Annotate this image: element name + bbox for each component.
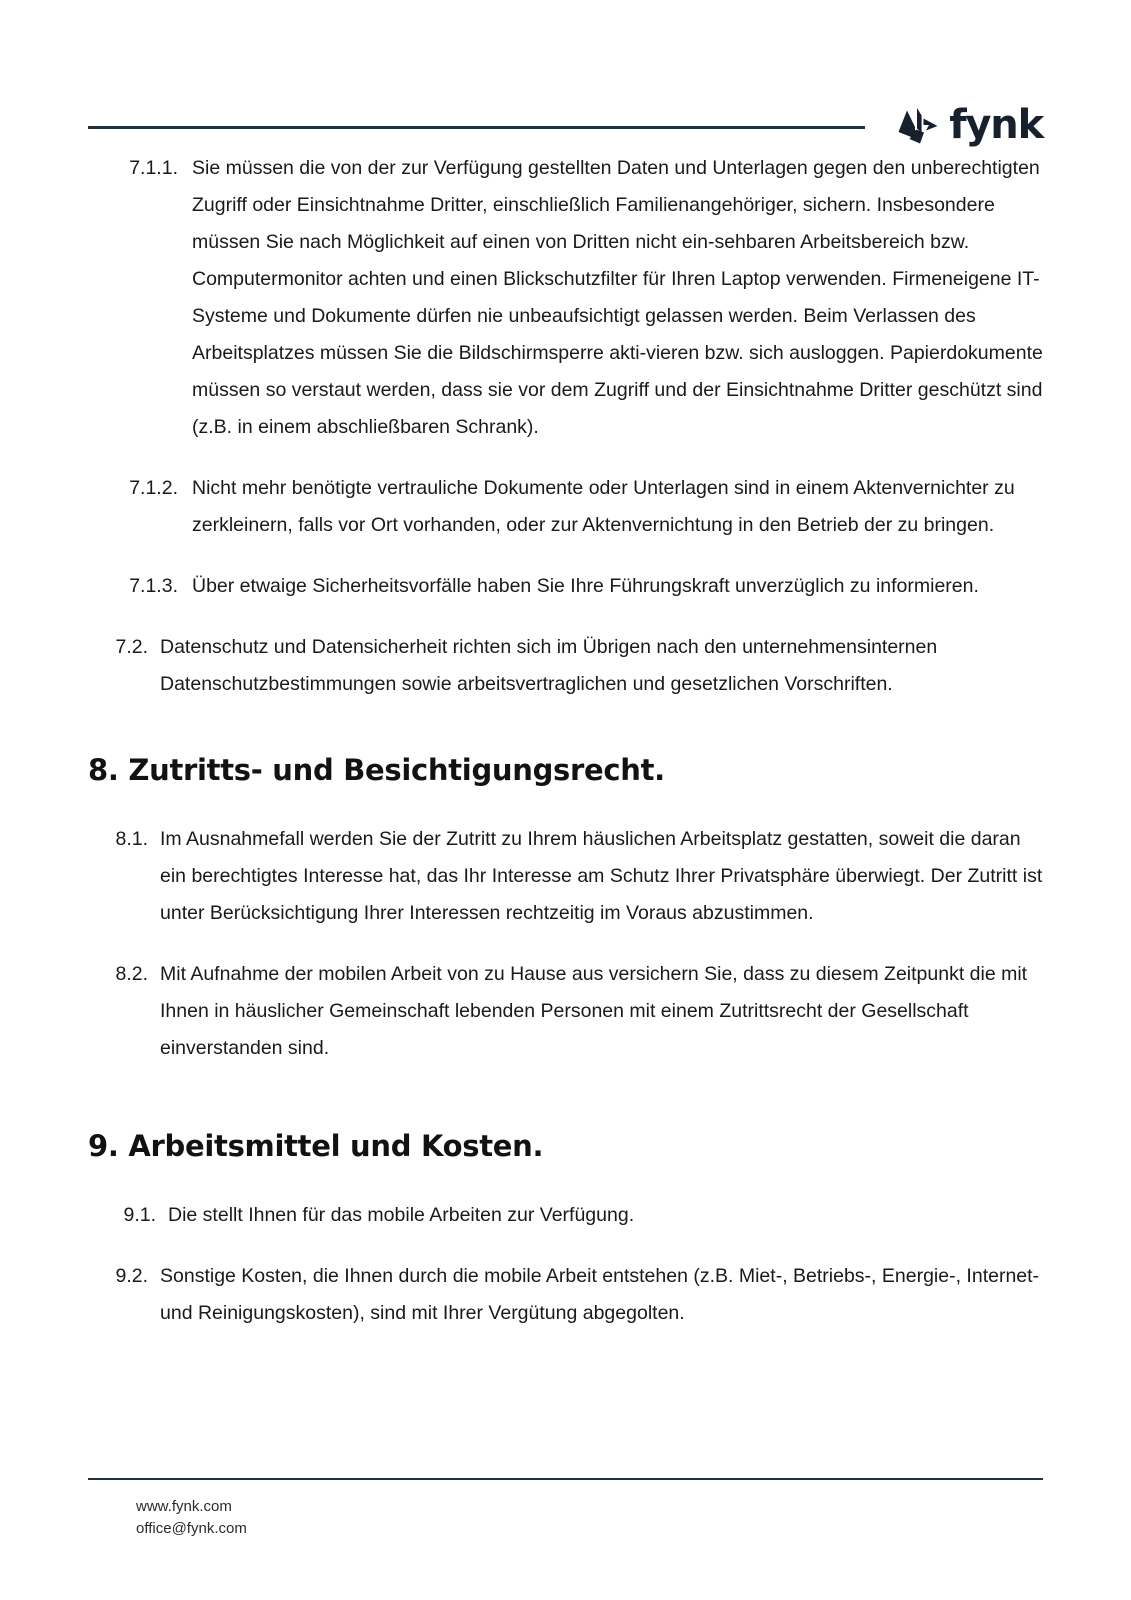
section-9-heading-block xyxy=(88,1129,1043,1163)
clause-text: Nicht mehr benötigte vertrauliche Dokumente oder Unterlagen sind in einem Aktenvernichter zu zerkleinern, falls vor Ort vorhanden, oder zur Aktenvernichtung in den Betrieb der zu bringen. xyxy=(192,477,1015,536)
clause-number: 8.2. xyxy=(115,963,148,985)
clause-text: Sonstige Kosten, die Ihnen durch die mobile Arbeit entstehen (z.B. Miet-, Betriebs-, Energie-, Internet- und Reinigungskosten), sind mit Ihrer Vergütung abgegolten. xyxy=(160,1265,1040,1324)
footer-divider xyxy=(88,1478,1043,1480)
section-heading-8: 8. Zutritts- und Besichtigungsrecht. xyxy=(88,753,665,787)
header-divider xyxy=(88,126,865,129)
clause-number: 7.1.1. xyxy=(129,157,178,179)
origami-bird-icon xyxy=(893,105,939,147)
clause-number: 7.1.3. xyxy=(129,575,178,597)
clause-text: Im Ausnahmefall werden Sie der Zutritt zu Ihrem häuslichen Arbeitsplatz gestatten, soweit die daran ein berechtigtes Interesse hat, das Ihr Interesse am Schutz Ihrer Privatsphäre überwiegt. Der Zutritt ist unter Berücksichtigung Ihrer Interessen rechtzeitig im Voraus abzustimmen. xyxy=(160,828,1043,924)
section-8-heading-block xyxy=(88,753,1043,787)
footer-email[interactable]: office@fynk.com xyxy=(136,1520,247,1537)
clause-number: 8.1. xyxy=(115,828,148,850)
clause-number: 7.2. xyxy=(115,636,148,658)
clause-7-1-2 xyxy=(88,470,1043,544)
page-header xyxy=(88,96,1043,156)
clause-7-1-3 xyxy=(88,568,1043,605)
document-body xyxy=(88,150,1043,1332)
clause-text: Mit Aufnahme der mobilen Arbeit von zu Hause aus versichern Sie, dass zu diesem Zeitpunkt die mit Ihnen in häuslicher Gemeinschaft lebenden Personen mit einem Zutrittsrecht der Gesellschaft einverstanden sind. xyxy=(160,963,1028,1059)
section-heading-9: 9. Arbeitsmittel und Kosten. xyxy=(88,1129,544,1163)
brand-wordmark: fynk xyxy=(949,102,1043,148)
clause-text: Sie müssen die von der zur Verfügung gestellten Daten und Unterlagen gegen den unberechtigten Zugriff oder Einsichtnahme Dritter, einschließlich Familienangehöriger, sichern. Insbesondere müssen Sie nach Möglichkeit auf einen von Dritten nicht ein-sehbaren Arbeitsbereich bzw. Computermonitor achten und einen Blickschutzfilter für Ihren Laptop verwenden. Firmeneigene IT-Systeme und Dokumente dürfen nie unbeaufsichtigt gelassen werden. Beim Verlassen des Arbeitsplatzes müssen Sie die Bildschirmsperre akti-vieren bzw. sich ausloggen. Papierdokumente müssen so verstaut werden, dass sie vor dem Zugriff und der Einsichtnahme Dritter geschützt sind (z.B. in einem abschließbaren Schrank). xyxy=(192,157,1043,438)
clause-8-2 xyxy=(88,956,1043,1067)
clause-number: 7.1.2. xyxy=(129,477,178,499)
footer-contact xyxy=(88,1496,1043,1540)
clause-number: 9.1. xyxy=(123,1204,156,1226)
brand-logo xyxy=(893,102,1043,148)
clause-number: 9.2. xyxy=(115,1265,148,1287)
clause-7-2 xyxy=(88,629,1043,703)
clause-9-2 xyxy=(88,1258,1043,1332)
clause-9-1 xyxy=(88,1197,1043,1234)
footer-website[interactable]: www.fynk.com xyxy=(136,1498,232,1515)
clause-text: Datenschutz und Datensicherheit richten sich im Übrigen nach den unternehmensinternen Datenschutzbestimmungen sowie arbeitsvertraglichen und gesetzlichen Vorschriften. xyxy=(160,636,938,695)
clause-8-1 xyxy=(88,821,1043,932)
clause-text: Die stellt Ihnen für das mobile Arbeiten zur Verfügung. xyxy=(168,1204,635,1226)
clause-7-1-1 xyxy=(88,150,1043,446)
clause-text: Über etwaige Sicherheitsvorfälle haben Sie Ihre Führungskraft unverzüglich zu informieren. xyxy=(192,575,979,597)
page-footer xyxy=(88,1478,1043,1540)
